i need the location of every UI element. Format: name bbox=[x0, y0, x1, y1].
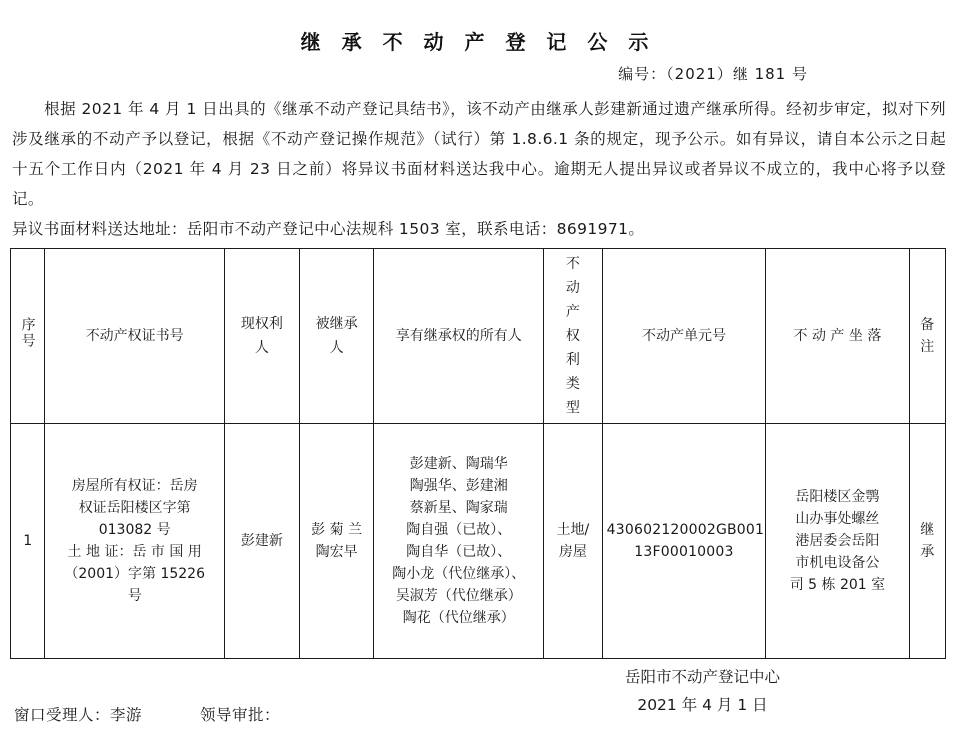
table-header-row bbox=[11, 249, 946, 424]
notice-paragraph-text: 根据 2021 年 4 月 1 日出具的《继承不动产登记具结书》，该不动产由继承人彭建新通过遗产继承所得。经初步审定，拟对下列涉及继承的不动产予以登记，根据《不动产登记操作规范》（试行）第 1.8.6.1 条的规定，现予公示。如有异议，请自本公示之日起十五个工作日内（2021 年 4 月 23 日之前）将异议书面材料送达我中心。逾期无人提出异议或者异议不成立的，我中心将予以登记。 bbox=[12, 100, 946, 208]
table-header-current-owner-label: 现权利人 bbox=[240, 316, 283, 356]
issue-date: 2021 年 4 月 1 日 bbox=[637, 696, 768, 714]
location-line: 市机电设备公 bbox=[795, 555, 880, 571]
heir-line: 吴淑芳（代位继承） bbox=[395, 588, 522, 604]
window-handler-label: 窗口受理人： bbox=[14, 706, 111, 724]
table-header-note-label: 备注 bbox=[920, 317, 935, 355]
document-footer bbox=[0, 663, 956, 733]
location-line: 司 5 栋 201 室 bbox=[789, 577, 886, 593]
unit-no-line: 13F00010003 bbox=[634, 544, 734, 560]
note-line: 继 bbox=[920, 522, 935, 538]
cert-line: 013082 号 bbox=[98, 522, 171, 538]
document-number: 编号：（2021）继 181 号 bbox=[618, 65, 808, 83]
leader-review-label: 领导审批： bbox=[200, 706, 281, 724]
cert-line: 权证岳阳楼区字第 bbox=[78, 500, 191, 516]
heir-line: 彭建新、陶瑞华 bbox=[409, 456, 508, 472]
cell-current-owner: 彭建新 bbox=[225, 424, 300, 659]
cell-seq: 1 bbox=[11, 424, 45, 659]
table-header-decedent-label: 被继承人 bbox=[315, 316, 358, 356]
cert-line: 房屋所有权证：岳房 bbox=[71, 478, 198, 494]
heir-line: 陶自强（已故）、 bbox=[406, 522, 512, 538]
location-line: 山办事处螺丝 bbox=[795, 511, 880, 527]
cell-note bbox=[909, 424, 945, 659]
cell-unit-no bbox=[602, 424, 766, 659]
property-type-line: 土地/ bbox=[556, 522, 590, 538]
cell-cert-no bbox=[45, 424, 225, 659]
cell-property-type bbox=[544, 424, 603, 659]
table-header-cert-no: 不动产权证书号 bbox=[45, 249, 225, 424]
table-header-heirs bbox=[374, 249, 544, 424]
table-header-seq-label: 序号 bbox=[19, 316, 36, 349]
issuer-name: 岳阳市不动产登记中心 bbox=[624, 668, 780, 686]
heir-line: 陶自华（已故）、 bbox=[406, 544, 512, 560]
document-page bbox=[0, 26, 956, 724]
window-handler-value: 李游 bbox=[110, 706, 143, 724]
issuer-block bbox=[625, 663, 780, 719]
heir-line: 陶强华、彭建湘 bbox=[409, 478, 508, 494]
heir-line: 陶花（代位继承） bbox=[402, 610, 515, 626]
location-line: 港居委会岳阳 bbox=[795, 533, 880, 549]
heir-line: 陶小龙（代位继承）、 bbox=[392, 566, 526, 582]
table-header-note bbox=[909, 249, 945, 424]
table-header-seq bbox=[11, 249, 45, 424]
unit-no-line: 430602120002GB001 bbox=[606, 522, 765, 538]
cell-decedent bbox=[299, 424, 374, 659]
cell-heirs bbox=[374, 424, 544, 659]
table-header-property-type-label: 不动产权利类型 bbox=[565, 256, 580, 416]
table-header-location-label: 不 动 产 坐 落 bbox=[793, 328, 882, 344]
notice-paragraph bbox=[0, 94, 956, 214]
table-header-current-owner bbox=[225, 249, 300, 424]
table-header-location bbox=[766, 249, 909, 424]
cert-line: 土 地 证：岳 市 国 用 bbox=[67, 544, 202, 560]
cert-line: （2001）字第 15226 bbox=[64, 566, 205, 582]
registration-table bbox=[10, 248, 946, 659]
decedent-line: 彭 菊 兰 bbox=[311, 522, 363, 538]
table-header-heirs-label: 享有继承权的所有人 bbox=[395, 328, 522, 344]
note-line: 承 bbox=[920, 544, 935, 560]
delivery-address-line: 异议书面材料送达地址：岳阳市不动产登记中心法规科 1503 室，联系电话：8691971。 bbox=[12, 220, 645, 238]
cert-line: 号 bbox=[127, 588, 142, 604]
table-header-unit-no: 不动产单元号 bbox=[602, 249, 766, 424]
table-row bbox=[11, 424, 946, 659]
decedent-line: 陶宏早 bbox=[315, 544, 358, 560]
page-title: 继 承 不 动 产 登 记 公 示 bbox=[300, 30, 656, 54]
property-type-line: 房屋 bbox=[558, 544, 587, 560]
heir-line: 蔡新星、陶家瑞 bbox=[409, 500, 508, 516]
table-header-property-type bbox=[544, 249, 603, 424]
signature-row bbox=[14, 703, 280, 725]
cell-location bbox=[766, 424, 909, 659]
table-header-decedent bbox=[299, 249, 374, 424]
location-line: 岳阳楼区金鹗 bbox=[795, 489, 880, 505]
